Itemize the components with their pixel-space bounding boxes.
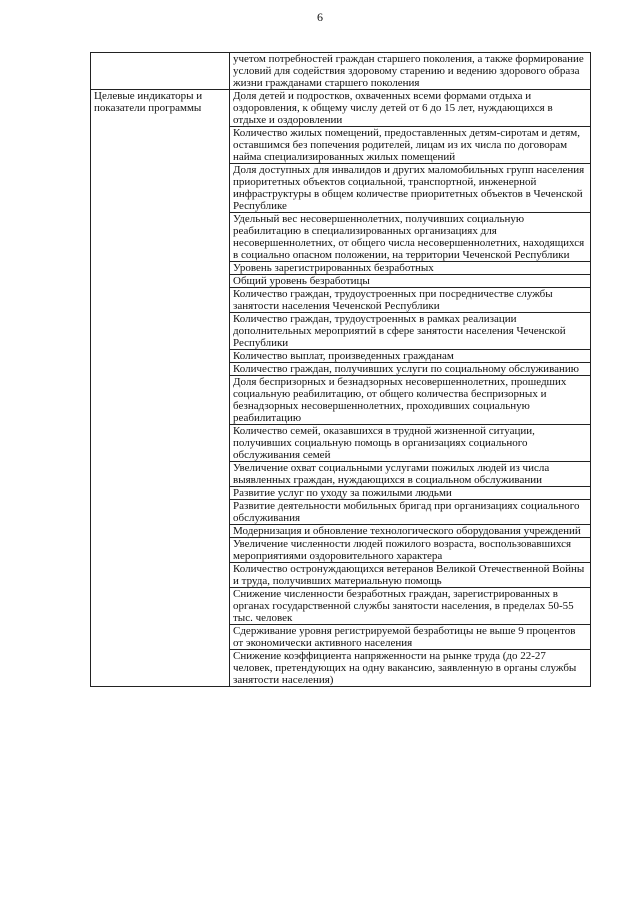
indicator-cell	[230, 487, 591, 500]
indicator-cell	[230, 650, 591, 687]
indicator-text: Сдерживание уровня регистрируемой безработицы не выше 9 процентов от экономически активного населения	[233, 625, 576, 649]
indicators-label: Целевые индикаторы и показатели программы	[94, 90, 203, 114]
program-passport-table	[90, 52, 591, 687]
indicator-text: Количество жилых помещений, предоставленных детям-сиротам и детям, оставшимся без попечения родителей, лицам из их числа по договорам найма специализированных жилых помещений	[233, 127, 580, 163]
indicator-cell	[230, 262, 591, 275]
indicator-cell	[230, 90, 591, 127]
indicator-text: Количество выплат, произведенных гражданам	[233, 350, 454, 362]
indicator-text: Увеличение охват социальными услугами пожилых людей из числа выявленных граждан, нуждающихся в социальном обслуживании	[233, 462, 550, 486]
indicator-cell	[230, 350, 591, 363]
indicator-cell	[230, 625, 591, 650]
indicator-cell	[230, 363, 591, 376]
indicator-text: Удельный вес несовершеннолетних, получивших социальную реабилитацию в специализированных организациях для несовершеннолетних, от общего числа несовершеннолетних, находящихся в социально опасном положении, на территории Чеченской Республики	[233, 213, 585, 261]
continuation-text: учетом потребностей граждан старшего поколения, а также формирование условий для содействия здоровому старению и ведению здорового образа жизни гражданами старшего поколения	[233, 53, 584, 89]
indicator-cell	[230, 127, 591, 164]
indicators-label-cell	[91, 90, 230, 687]
indicator-cell	[230, 376, 591, 425]
indicator-text: Доля доступных для инвалидов и других маломобильных групп населения приоритетных объектов социальной, транспортной, инженерной инфраструктуры в общем количестве приоритетных объектов в Чеченской Республике	[233, 164, 585, 212]
table-row	[91, 90, 591, 127]
indicator-text: Доля детей и подростков, охваченных всеми формами отдыха и оздоровления, к общему числу детей от 6 до 15 лет, нуждающихся в отдыхе и оздоровлении	[233, 90, 553, 126]
indicator-cell	[230, 563, 591, 588]
indicator-cell	[230, 500, 591, 525]
indicator-cell	[230, 164, 591, 213]
indicator-cell	[230, 425, 591, 462]
indicator-text: Количество граждан, трудоустроенных при посредничестве службы занятости населения Чеченской Республики	[233, 288, 553, 312]
table-body	[91, 53, 591, 687]
value-cell-continuation	[230, 53, 591, 90]
indicator-cell	[230, 213, 591, 262]
table-row-continuation	[91, 53, 591, 90]
indicator-text: Снижение численности безработных граждан, зарегистрированных в органах государственной службы занятости населения, в пределах 50-55 тыс. человек	[233, 588, 574, 624]
indicator-text: Уровень зарегистрированных безработных	[233, 262, 434, 274]
indicator-text: Развитие услуг по уходу за пожилыми людьми	[233, 487, 452, 499]
indicator-text: Количество семей, оказавшихся в трудной жизненной ситуации, получивших социальную помощь в организациях социального обслуживания семей	[233, 425, 535, 461]
indicator-cell	[230, 288, 591, 313]
indicator-text: Количество граждан, трудоустроенных в рамках реализации дополнительных мероприятий в сфере занятости населения Чеченской Республики	[233, 313, 566, 349]
label-cell-empty	[91, 53, 230, 90]
page-number: 6	[317, 10, 323, 24]
indicator-cell	[230, 313, 591, 350]
indicator-cell	[230, 275, 591, 288]
indicator-text: Снижение коэффициента напряженности на рынке труда (до 22-27 человек, претендующих на одну вакансию, заявленную в органы службы занятости населения)	[233, 650, 577, 686]
indicator-text: Развитие деятельности мобильных бригад при организациях социального обслуживания	[233, 500, 580, 524]
indicator-text: Общий уровень безработицы	[233, 275, 370, 287]
indicator-cell	[230, 462, 591, 487]
indicator-text: Количество остронуждающихся ветеранов Великой Отечественной Войны и труда, получивших материальную помощь	[233, 563, 585, 587]
indicator-cell	[230, 588, 591, 625]
indicator-text: Количество граждан, получивших услуги по социальному обслуживанию	[233, 363, 579, 375]
indicator-text: Увеличение численности людей пожилого возраста, воспользовавшихся мероприятиями оздоровительного характера	[233, 538, 572, 562]
indicator-text: Доля беспризорных и безнадзорных несовершеннолетних, прошедших социальную реабилитацию, от общего количества беспризорных и безнадзорных несовершеннолетних, проходивших социальную реабилитацию	[233, 376, 567, 424]
indicator-cell	[230, 525, 591, 538]
indicator-text: Модернизация и обновление технологического оборудования учреждений	[233, 525, 581, 537]
indicator-cell	[230, 538, 591, 563]
